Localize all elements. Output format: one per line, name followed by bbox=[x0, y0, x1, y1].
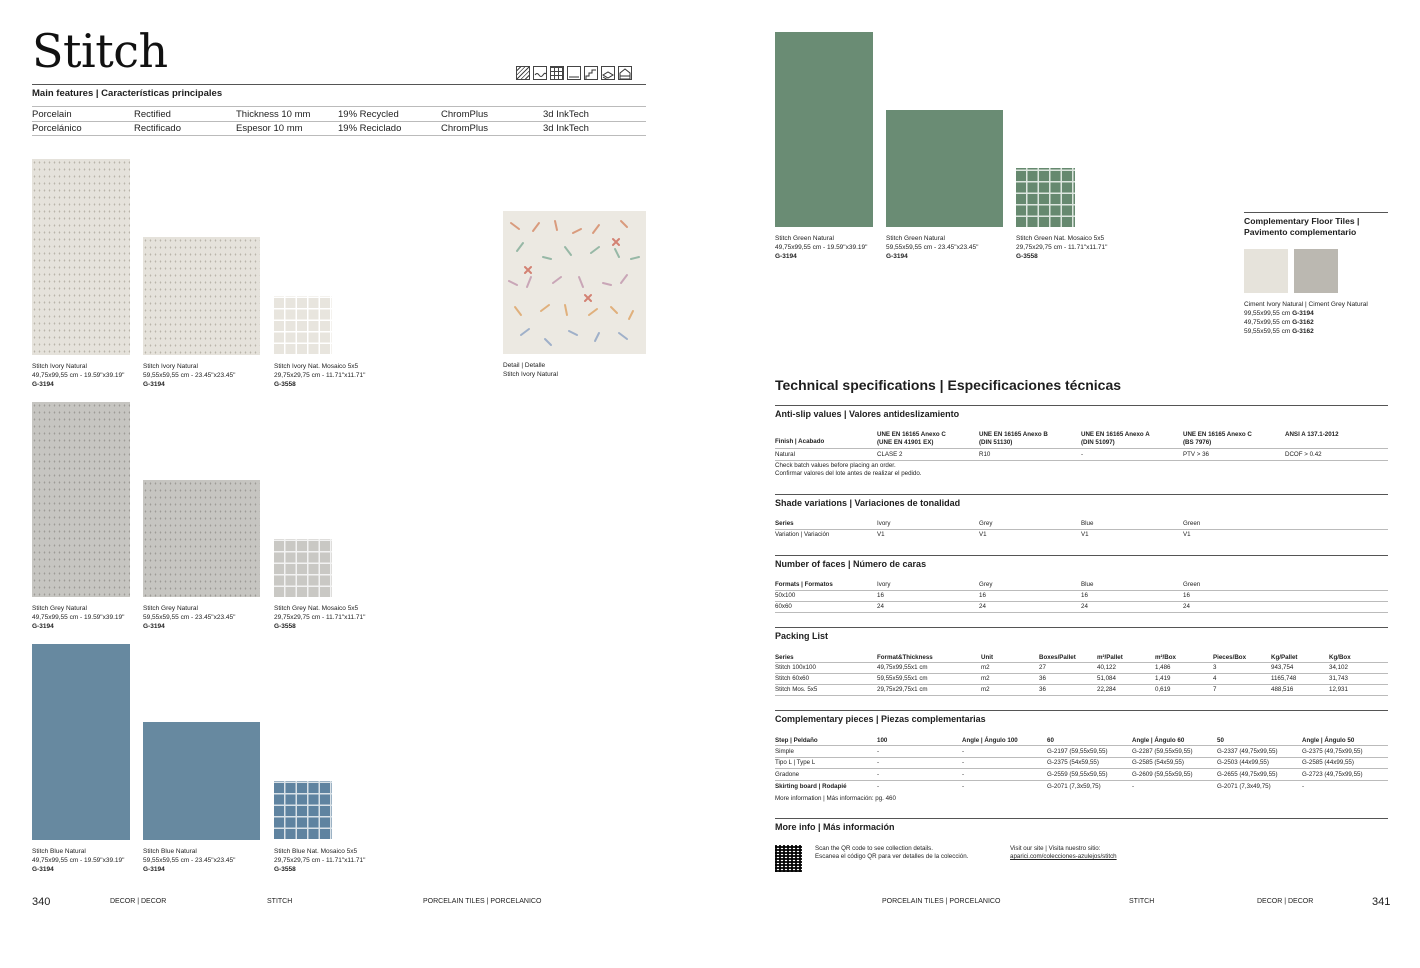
tile-blue-large bbox=[32, 644, 130, 840]
tile-ciment-grey bbox=[1294, 249, 1338, 293]
anti-slip-cell: - bbox=[1081, 451, 1084, 458]
packing-cell: m2 bbox=[981, 675, 990, 682]
caption-size: 59,55x59,55 cm - 23.45"x23.45" bbox=[886, 244, 979, 251]
caption-ivory-large bbox=[32, 362, 124, 389]
caption-green-large bbox=[775, 234, 867, 261]
caption-code: G-3558 bbox=[274, 866, 296, 873]
faces-cell: 50x100 bbox=[775, 592, 796, 599]
comp-cell: G-2337 (49,75x99,55) bbox=[1217, 748, 1278, 755]
feature-inktech: 3d InkTech bbox=[543, 109, 589, 120]
ciment-line-3 bbox=[1244, 327, 1368, 336]
caption-detail-line2: Stitch Ivory Natural bbox=[503, 371, 558, 378]
comp-cell: - bbox=[962, 771, 965, 778]
shade-cell: V1 bbox=[979, 531, 987, 538]
faces-row-rule bbox=[775, 601, 1388, 602]
caption-name: Stitch Ivory Natural bbox=[143, 363, 198, 370]
caption-name: Stitch Grey Natural bbox=[143, 605, 198, 612]
tile-detail-ivory bbox=[503, 211, 646, 354]
caption-code: G-3194 bbox=[886, 253, 908, 260]
comp-header: 60 bbox=[1047, 737, 1054, 744]
features-rule-mid bbox=[32, 121, 646, 122]
shade-cell: Variation | Variación bbox=[775, 531, 830, 538]
faces-cell: 60x60 bbox=[775, 603, 792, 610]
caption-size: 59,55x59,55 cm - 23.45"x23.45" bbox=[143, 857, 236, 864]
ciment-line-2 bbox=[1244, 318, 1368, 327]
footer-category-left: PORCELAIN TILES | PORCELANICO bbox=[423, 898, 542, 905]
caption-name: Stitch Grey Nat. Mosaico 5x5 bbox=[274, 605, 359, 612]
shade-cell: V1 bbox=[877, 531, 885, 538]
comp-cell: G-2723 (49,75x99,55) bbox=[1302, 771, 1363, 778]
qr-text-en: Scan the QR code to see collection details. bbox=[815, 845, 933, 852]
packing-cell: 29,75x29,75x1 cm bbox=[877, 686, 928, 693]
packing-cell: 36 bbox=[1039, 675, 1046, 682]
tile-ciment-ivory bbox=[1244, 249, 1288, 293]
caption-code: G-3558 bbox=[274, 381, 296, 388]
anti-slip-note-es: Confirmar valores del lote antes de realizar el pedido. bbox=[775, 470, 922, 477]
faces-row-rule bbox=[775, 590, 1388, 591]
packing-cell: 36 bbox=[1039, 686, 1046, 693]
faces-heading: Number of faces | Número de caras bbox=[775, 559, 927, 569]
ciment-code: G-3162 bbox=[1292, 328, 1314, 335]
tech-rule bbox=[775, 405, 1388, 406]
feature-thickness: Thickness 10 mm bbox=[236, 109, 311, 120]
collection-link[interactable]: aparici.com/colecciones-azulejos/stitch bbox=[1010, 853, 1117, 860]
faces-cell: 24 bbox=[1081, 603, 1088, 610]
packing-header: Series bbox=[775, 654, 794, 661]
caption-detail-line1: Detail | Detalle bbox=[503, 362, 546, 369]
anti-slip-header-b: UNE EN 16165 Anexo B (DIN 51130) bbox=[979, 431, 1048, 446]
caption-blue-large bbox=[32, 847, 124, 874]
tile-green-mosaic bbox=[1016, 168, 1075, 227]
packing-header: Unit bbox=[981, 654, 994, 661]
caption-code: G-3194 bbox=[143, 866, 165, 873]
title-rule bbox=[32, 84, 646, 85]
packing-cell: 1,419 bbox=[1155, 675, 1171, 682]
packing-cell: 34,102 bbox=[1329, 664, 1348, 671]
caption-code: G-3194 bbox=[143, 623, 165, 630]
shade-heading: Shade variations | Variaciones de tonalidad bbox=[775, 498, 961, 508]
more-info-heading: More info | Más información bbox=[775, 822, 895, 832]
caption-size: 29,75x29,75 cm - 11.71"x11.71" bbox=[274, 857, 366, 864]
comp-cell: - bbox=[1302, 783, 1305, 790]
packing-header: m²/Box bbox=[1155, 654, 1176, 661]
shade-header: Grey bbox=[979, 520, 993, 527]
comp-cell: G-2375 (49,75x99,55) bbox=[1302, 748, 1363, 755]
stairs-icon bbox=[584, 66, 598, 80]
anti-slip-cell: Natural bbox=[775, 451, 795, 458]
faces-rule bbox=[775, 555, 1388, 556]
caption-name: Stitch Ivory Nat. Mosaico 5x5 bbox=[274, 363, 359, 370]
caption-code: G-3194 bbox=[32, 866, 54, 873]
packing-cell: 40,122 bbox=[1097, 664, 1116, 671]
shade-header: Green bbox=[1183, 520, 1201, 527]
grid-icon bbox=[550, 66, 564, 80]
complementary-rule bbox=[775, 710, 1388, 711]
shade-cell: V1 bbox=[1081, 531, 1089, 538]
complementary-floor-heading bbox=[1244, 216, 1359, 238]
footer-collection-right: STITCH bbox=[1129, 898, 1155, 905]
packing-cell: m2 bbox=[981, 664, 990, 671]
feature-inktech-es: 3d InkTech bbox=[543, 123, 589, 134]
caption-name: Stitch Blue Nat. Mosaico 5x5 bbox=[274, 848, 358, 855]
caption-code: G-3194 bbox=[32, 381, 54, 388]
facade-icon bbox=[618, 66, 632, 80]
anti-slip-rule-bottom bbox=[775, 460, 1388, 461]
tile-grey-mosaic bbox=[274, 539, 332, 597]
shade-cell: V1 bbox=[1183, 531, 1191, 538]
caption-size: 49,75x99,55 cm - 19.59"x39.19" bbox=[32, 857, 125, 864]
caption-detail bbox=[503, 361, 558, 379]
shade-header: Ivory bbox=[877, 520, 891, 527]
comp-header: 100 bbox=[877, 737, 888, 744]
comp-cell: G-2655 (49,75x99,55) bbox=[1217, 771, 1278, 778]
page-title: Stitch bbox=[32, 24, 168, 78]
feature-icons bbox=[516, 66, 632, 80]
comp-cell: - bbox=[962, 759, 965, 766]
comp-cell: G-2197 (59,55x59,55) bbox=[1047, 748, 1108, 755]
ciment-code: G-3194 bbox=[1292, 310, 1314, 317]
caption-size: 29,75x29,75 cm - 11.71"x11.71" bbox=[274, 372, 366, 379]
tile-blue-mosaic bbox=[274, 781, 332, 839]
packing-row-rule bbox=[775, 684, 1388, 685]
main-features-heading: Main features | Características principales bbox=[32, 88, 223, 99]
caption-code: G-3558 bbox=[1016, 253, 1038, 260]
packing-cell: 22,284 bbox=[1097, 686, 1116, 693]
tile-blue-medium bbox=[143, 722, 260, 840]
anti-slip-header-c: UNE EN 16165 Anexo C (UNE EN 41901 EX) bbox=[877, 431, 946, 446]
packing-heading: Packing List bbox=[775, 631, 829, 641]
footer-section-left: DECOR | DECOR bbox=[110, 898, 167, 905]
comp-cell: - bbox=[877, 771, 880, 778]
caption-size: 59,55x59,55 cm - 23.45"x23.45" bbox=[143, 372, 236, 379]
tile-green-large bbox=[775, 32, 873, 227]
comp-cell: Gradone bbox=[775, 771, 800, 778]
ciment-size: 99,55x99,55 cm bbox=[1244, 310, 1291, 317]
packing-cell: Stitch 60x60 bbox=[775, 675, 810, 682]
comp-header: Angle | Ángulo 50 bbox=[1302, 737, 1355, 744]
comp-cell: G-2585 (54x59,55) bbox=[1132, 759, 1184, 766]
floor-icon bbox=[567, 66, 581, 80]
caption-blue-mosaic bbox=[274, 847, 365, 874]
faces-cell: 24 bbox=[979, 603, 986, 610]
faces-header: Green bbox=[1183, 581, 1201, 588]
tile-ivory-mosaic bbox=[274, 296, 332, 354]
page-number-left: 340 bbox=[32, 896, 51, 908]
footer-collection-left: STITCH bbox=[267, 898, 293, 905]
complementary-floor-heading-line1: Complementary Floor Tiles | bbox=[1244, 216, 1360, 226]
faces-header: Grey bbox=[979, 581, 993, 588]
anti-slip-heading: Anti-slip values | Valores antideslizamiento bbox=[775, 409, 960, 419]
comp-cell: G-2287 (59,55x59,55) bbox=[1132, 748, 1193, 755]
ciment-names: Ciment Ivory Natural | Ciment Grey Natural bbox=[1244, 301, 1368, 308]
comp-cell: - bbox=[877, 783, 880, 790]
caption-ciment bbox=[1244, 300, 1368, 336]
caption-size: 29,75x29,75 cm - 11.71"x11.71" bbox=[274, 614, 366, 621]
caption-grey-medium bbox=[143, 604, 235, 631]
faces-header: Formats | Formatos bbox=[775, 581, 833, 588]
packing-cell: 488,516 bbox=[1271, 686, 1294, 693]
anti-slip-cell: DCOF > 0.42 bbox=[1285, 451, 1322, 458]
packing-cell: 0,619 bbox=[1155, 686, 1171, 693]
anti-slip-cell: PTV > 36 bbox=[1183, 451, 1209, 458]
caption-name: Stitch Green Natural bbox=[886, 235, 945, 242]
ciment-line-1 bbox=[1244, 309, 1368, 318]
comp-cell: - bbox=[962, 748, 965, 755]
tile-grey-large bbox=[32, 402, 130, 597]
comp-cell: G-2071 (7,3x49,75) bbox=[1217, 783, 1271, 790]
layers-icon bbox=[601, 66, 615, 80]
shade-header: Blue bbox=[1081, 520, 1094, 527]
caption-code: G-3194 bbox=[775, 253, 797, 260]
feature-porcelain-es: Porcelánico bbox=[32, 123, 82, 134]
comp-row-rule bbox=[775, 757, 1388, 758]
visit-text: Visit our site | Visita nuestro sitio: bbox=[1010, 845, 1101, 852]
caption-size: 49,75x99,55 cm - 19.59"x39.19" bbox=[775, 244, 868, 251]
footer-category-right: PORCELAIN TILES | PORCELANICO bbox=[882, 898, 1001, 905]
comp-cell: G-2071 (7,3x59,75) bbox=[1047, 783, 1101, 790]
complementary-floor-rule bbox=[1244, 212, 1388, 213]
anti-slip-header-ansi: ANSI A 137.1-2012 bbox=[1285, 431, 1339, 438]
faces-row-rule bbox=[775, 612, 1388, 613]
comp-cell: - bbox=[1132, 783, 1135, 790]
page-number-right: 341 bbox=[1372, 896, 1391, 908]
slip-resistance-icon bbox=[516, 66, 530, 80]
packing-row-rule bbox=[775, 695, 1388, 696]
comp-row-rule bbox=[775, 780, 1388, 781]
shade-header: Series bbox=[775, 520, 794, 527]
qr-text-es: Escanea el código QR para ver detalles de la colección. bbox=[815, 853, 969, 860]
shade-row-rule bbox=[775, 529, 1388, 530]
caption-name: Stitch Green Natural bbox=[775, 235, 834, 242]
packing-row-rule bbox=[775, 662, 1388, 663]
comp-header: Step | Peldaño bbox=[775, 737, 818, 744]
feature-rectified-es: Rectificado bbox=[134, 123, 181, 134]
faces-cell: 24 bbox=[1183, 603, 1190, 610]
comp-header: 50 bbox=[1217, 737, 1224, 744]
caption-code: G-3194 bbox=[143, 381, 165, 388]
more-info-rule bbox=[775, 818, 1388, 819]
comp-cell: Skirting board | Rodapié bbox=[775, 783, 847, 790]
comp-more-info: More information | Más información: pg. 460 bbox=[775, 795, 896, 802]
caption-code: G-3194 bbox=[32, 623, 54, 630]
caption-size: 49,75x99,55 cm - 19.59"x39.19" bbox=[32, 614, 125, 621]
comp-cell: G-2503 (44x99,55) bbox=[1217, 759, 1269, 766]
anti-slip-cell: CLASE 2 bbox=[877, 451, 903, 458]
wave-icon bbox=[533, 66, 547, 80]
comp-cell: Simple bbox=[775, 748, 794, 755]
caption-blue-medium bbox=[143, 847, 235, 874]
tile-grey-medium bbox=[143, 480, 260, 597]
caption-name: Stitch Grey Natural bbox=[32, 605, 87, 612]
ciment-code: G-3162 bbox=[1292, 319, 1314, 326]
tile-ivory-large bbox=[32, 159, 130, 355]
anti-slip-cell: R10 bbox=[979, 451, 991, 458]
qr-code-icon[interactable] bbox=[775, 845, 802, 872]
features-rule-top bbox=[32, 106, 646, 107]
comp-row-rule bbox=[775, 745, 1388, 746]
ciment-size: 59,55x59,55 cm bbox=[1244, 328, 1291, 335]
packing-cell: 59,55x59,55x1 cm bbox=[877, 675, 928, 682]
faces-header: Ivory bbox=[877, 581, 891, 588]
tile-green-medium bbox=[886, 110, 1003, 227]
caption-size: 49,75x99,55 cm - 19.59"x39.19" bbox=[32, 372, 125, 379]
packing-cell: m2 bbox=[981, 686, 990, 693]
feature-recycled: 19% Recycled bbox=[338, 109, 399, 120]
packing-cell: 31,743 bbox=[1329, 675, 1348, 682]
packing-cell: 943,754 bbox=[1271, 664, 1294, 671]
faces-cell: 16 bbox=[1081, 592, 1088, 599]
faces-cell: 16 bbox=[1183, 592, 1190, 599]
anti-slip-header-bs: UNE EN 16165 Anexo C (BS 7976) bbox=[1183, 431, 1252, 446]
anti-slip-header-finish: Finish | Acabado bbox=[775, 438, 825, 445]
feature-rectified: Rectified bbox=[134, 109, 171, 120]
packing-header: Pieces/Box bbox=[1213, 654, 1247, 661]
comp-cell: G-2559 (59,55x59,55) bbox=[1047, 771, 1108, 778]
packing-header: Boxes/Pallet bbox=[1039, 654, 1076, 661]
ciment-size: 49,75x99,55 cm bbox=[1244, 319, 1291, 326]
comp-header: Angle | Ángulo 60 bbox=[1132, 737, 1185, 744]
packing-cell: 1165,748 bbox=[1271, 675, 1297, 682]
faces-cell: 24 bbox=[877, 603, 884, 610]
complementary-floor-heading-line2: Pavimento complementario bbox=[1244, 227, 1357, 237]
packing-cell: 1,486 bbox=[1155, 664, 1171, 671]
packing-header: Kg/Pallet bbox=[1271, 654, 1298, 661]
caption-ivory-mosaic bbox=[274, 362, 365, 389]
packing-cell: 12,931 bbox=[1329, 686, 1348, 693]
caption-green-medium bbox=[886, 234, 978, 261]
caption-name: Stitch Green Nat. Mosaico 5x5 bbox=[1016, 235, 1105, 242]
packing-rule bbox=[775, 627, 1388, 628]
feature-chromplus-es: ChromPlus bbox=[441, 123, 488, 134]
comp-cell: G-2609 (59,55x59,55) bbox=[1132, 771, 1193, 778]
anti-slip-note-en: Check batch values before placing an order. bbox=[775, 462, 896, 469]
faces-header: Blue bbox=[1081, 581, 1094, 588]
packing-cell: Stitch 100x100 bbox=[775, 664, 816, 671]
faces-cell: 16 bbox=[877, 592, 884, 599]
tech-specs-title: Technical specifications | Especificaciones técnicas bbox=[775, 377, 1122, 393]
footer-section-right: DECOR | DECOR bbox=[1257, 898, 1314, 905]
caption-name: Stitch Blue Natural bbox=[32, 848, 86, 855]
faces-cell: 16 bbox=[979, 592, 986, 599]
packing-cell: 51,084 bbox=[1097, 675, 1116, 682]
feature-chromplus: ChromPlus bbox=[441, 109, 488, 120]
caption-size: 29,75x29,75 cm - 11.71"x11.71" bbox=[1016, 244, 1108, 251]
caption-grey-mosaic bbox=[274, 604, 365, 631]
anti-slip-header-a: UNE EN 16165 Anexo A (DIN 51097) bbox=[1081, 431, 1150, 446]
caption-name: Stitch Blue Natural bbox=[143, 848, 197, 855]
comp-cell: - bbox=[962, 783, 965, 790]
feature-thickness-es: Espesor 10 mm bbox=[236, 123, 303, 134]
packing-cell: 3 bbox=[1213, 664, 1217, 671]
shade-rule bbox=[775, 494, 1388, 495]
features-rule-bottom bbox=[32, 135, 646, 136]
caption-ivory-medium bbox=[143, 362, 235, 389]
packing-cell: 27 bbox=[1039, 664, 1046, 671]
caption-code: G-3558 bbox=[274, 623, 296, 630]
caption-grey-large bbox=[32, 604, 124, 631]
complementary-heading: Complementary pieces | Piezas complementarias bbox=[775, 714, 986, 724]
feature-recycled-es: 19% Reciclado bbox=[338, 123, 402, 134]
packing-row-rule bbox=[775, 673, 1388, 674]
comp-header: Angle | Ángulo 100 bbox=[962, 737, 1018, 744]
comp-cell: G-2585 (44x99,55) bbox=[1302, 759, 1354, 766]
caption-name: Stitch Ivory Natural bbox=[32, 363, 87, 370]
caption-size: 59,55x59,55 cm - 23.45"x23.45" bbox=[143, 614, 236, 621]
packing-header: Format&Thickness bbox=[877, 654, 933, 661]
packing-cell: 4 bbox=[1213, 675, 1217, 682]
comp-cell: - bbox=[877, 759, 880, 766]
packing-cell: 49,75x99,55x1 cm bbox=[877, 664, 928, 671]
packing-header: m²/Pallet bbox=[1097, 654, 1123, 661]
comp-cell: G-2375 (54x59,55) bbox=[1047, 759, 1099, 766]
anti-slip-rule bbox=[775, 448, 1388, 449]
caption-green-mosaic bbox=[1016, 234, 1107, 261]
comp-row-rule bbox=[775, 768, 1388, 769]
packing-cell: Stitch Mos. 5x5 bbox=[775, 686, 818, 693]
comp-cell: - bbox=[877, 748, 880, 755]
feature-porcelain: Porcelain bbox=[32, 109, 72, 120]
tile-ivory-medium bbox=[143, 237, 260, 355]
packing-cell: 7 bbox=[1213, 686, 1217, 693]
packing-header: Kg/Box bbox=[1329, 654, 1351, 661]
comp-cell: Tipo L | Type L bbox=[775, 759, 816, 766]
